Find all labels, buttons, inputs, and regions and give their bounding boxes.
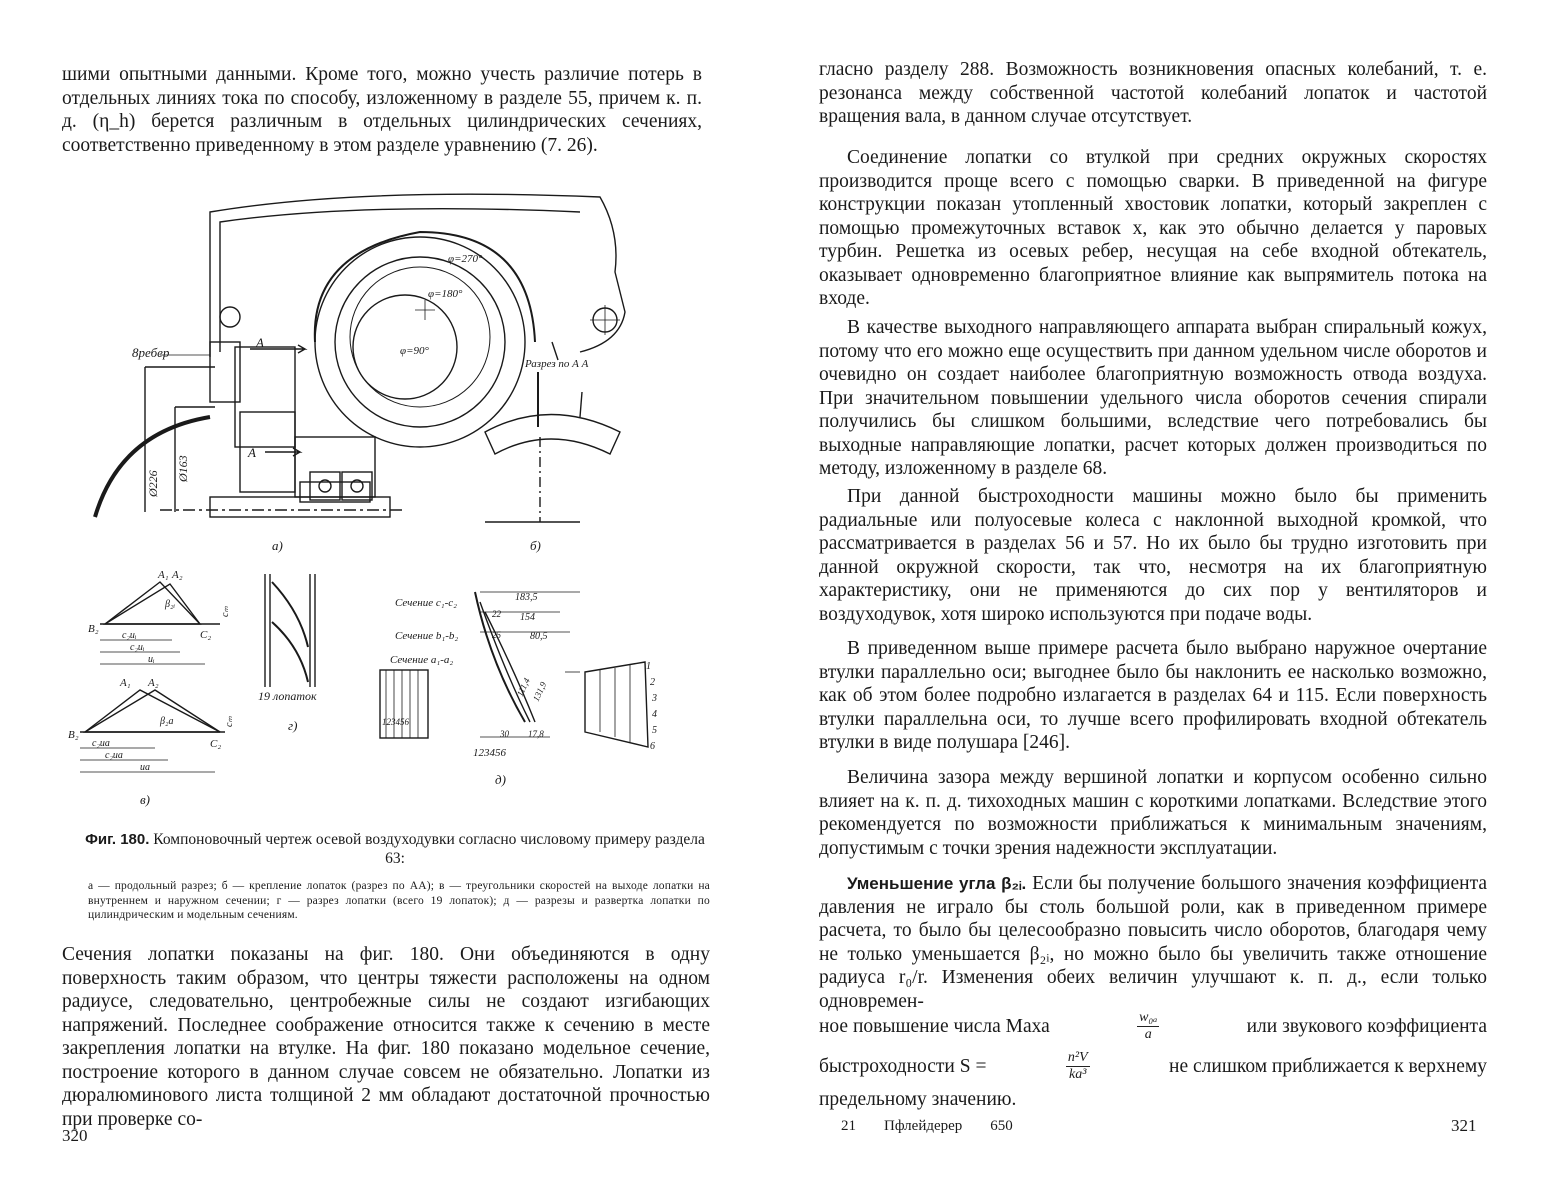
side-num-2: 2	[650, 677, 655, 688]
figure-180	[60, 192, 720, 822]
sub-label-v: в)	[140, 792, 150, 807]
tri-bottom-a2: A₂	[148, 677, 159, 689]
speed-fraction-num: n²V	[1067, 1050, 1088, 1065]
paragraph-7-text: Если бы получение большого значения коэффициента давления не играло бы столь большой роли, как в приведенном примере расчета, то было бы целесообразно повысить число оборотов, благодаря чему не только уменьшается β₂ᵢ, но можно было бы увеличить также отношение радиуса r₀/r. Изменения обеих величин улучшают к. п. д., если только одновремен-	[819, 873, 1487, 1012]
body-paragraph-left: Сечения лопатки показаны на фиг. 180. Они объединяются в одну поверхность таким образом, что центры тяжести расположены на одном радиусе, следовательно, центробежные силы не создают изгибающих напряжений. Последнее соображение относится также к сечению в месте закрепления лопатки на втулке. На фиг. 180 показано модельное сечение, построение которого в данном случае совсем не обязательно. Лопатки из дюралюминового листа толщиной 2 мм обладают достаточной прочностью при проверке со-	[62, 944, 710, 1130]
blade-section-drawing	[265, 574, 315, 687]
figure-caption	[80, 830, 710, 868]
dim-111-4: 111,4	[514, 676, 532, 698]
side-num-5: 5	[652, 725, 657, 736]
tri-bottom-b2: B₂	[68, 729, 79, 741]
footer-code: 650	[990, 1118, 1013, 1134]
footer-sheet: 21	[841, 1118, 856, 1134]
sub-label-g: г)	[288, 718, 298, 733]
side-num-3: 3	[652, 693, 657, 704]
side-num-4: 4	[652, 709, 657, 720]
side-num-6: 6	[650, 741, 655, 752]
phi-270-label: φ=270°	[448, 253, 483, 265]
section-aa-label: Разрез по А А	[525, 358, 589, 370]
dim-17-8: 17,8	[528, 729, 544, 739]
dia-163-label: Ø163	[176, 455, 190, 482]
tri-top-c2: C₂	[200, 629, 212, 641]
phi-180-label: φ=180°	[428, 288, 463, 300]
tri-top-c2ui: c₂uᵢ	[130, 642, 145, 653]
section-a-label: Сечение a₁-a₂	[390, 654, 454, 666]
tri-top-b2: B₂	[88, 623, 99, 635]
tri-bottom-c2ua: c₂uа	[92, 738, 110, 749]
tri-bottom-a1: A₁	[120, 677, 131, 689]
mach-fraction	[1137, 1010, 1159, 1043]
speed-fraction-den: ka³	[1069, 1067, 1087, 1082]
footer-author: Пфлейдерер	[884, 1118, 963, 1134]
tri-top-u: uᵢ	[148, 654, 155, 665]
left-page	[0, 0, 773, 1182]
paragraph-7-heading: Уменьшение угла β₂ᵢ.	[847, 874, 1027, 893]
tri-bottom-u: uа	[140, 762, 150, 773]
ribs-label: 8ребер	[132, 345, 170, 360]
paragraph-4: При данной быстроходности машины можно было бы применить радиальные или полуосевые колеса с наклонной выходной кромкой, что рассматривается в разделах 56 и 57. Но их было бы трудно изготовить при данной окружной скорости, так что, несмотря на их благоприятную характеристику, они не применяются до сих пор у вентиляторов и воздуходувок, хотя широко используются при подаче воды.	[819, 486, 1487, 625]
paragraph-7	[819, 872, 1487, 1013]
tri-top-cm: cₘ	[220, 606, 231, 617]
sub-label-a: а)	[272, 538, 283, 553]
dim-154: 154	[520, 612, 535, 623]
paragraph-2: Соединение лопатки со втулкой при средних окружных скоростях производится проще всего с помощью сварки. В приведенной на фигуре конструкции показан утопленный хвостовик лопатки, который закреплен с помощью промежуточных вставок x, как это обычно делается у паровых турбин. Решетка из осевых ребер, несущая на себе входной обтекатель, оказывает одновременно благоприятное влияние как выпрямитель потока на входе.	[819, 147, 1487, 309]
mach-fraction-den: a	[1144, 1027, 1152, 1042]
paragraph-8-pre: ное повышение числа Маха	[819, 1015, 1050, 1037]
arrow-a-top-label: A	[256, 335, 264, 350]
dia-226-label: Ø226	[146, 470, 160, 497]
right-page	[773, 0, 1547, 1182]
dim-30: 30	[500, 729, 509, 739]
dim-183-5: 183,5	[515, 592, 538, 603]
tri-bottom-cm: cₘ	[224, 716, 235, 727]
tri-bottom-c2: C₂	[210, 738, 222, 750]
tri-top-a1: A₁	[158, 569, 169, 581]
paragraph-9-post: не слишком приближается к верхнему	[1169, 1055, 1487, 1077]
paragraph-8	[819, 1010, 1487, 1043]
tri-top-a2: A₂	[172, 569, 183, 581]
paragraph-6: Величина зазора между вершиной лопатки и корпусом особенно сильно влияет на к. п. д. тихоходных машин с короткими лопатками. Вследствие этого рекомендуется по возможности приближаться к минимальным значениям, допустимым с точки зрения надежности эксплуатации.	[819, 767, 1487, 859]
paragraph-9-pre: быстроходности S =	[819, 1055, 987, 1077]
tri-top-c2u: c₂uᵢ	[122, 630, 137, 641]
dim-22: 22	[492, 609, 501, 619]
tri-top-beta: β₂ᵢ	[165, 599, 176, 610]
tri-bottom-c2ua2: c₂uа	[105, 750, 123, 761]
blades-count-label: 19 лопаток	[258, 689, 317, 703]
mach-fraction-num: w₀ₐ	[1139, 1010, 1158, 1025]
dim-25: 25	[492, 630, 501, 640]
paragraph-5: В приведенном выше примере расчета было выбрано наружное очертание втулки параллельно оси; выгоднее было бы наклонить ее насколько возможно, как об этом более подробно излагается в разделах 64 и 115. Если поверхность втулки параллельна оси, то лучше всего профилировать входной обтекатель втулки в виде полушара [246].	[819, 638, 1487, 753]
section-c-label: Сечение c₁-c₂	[395, 597, 457, 609]
page-number-right: 321	[1451, 1116, 1477, 1135]
nums-123456-bottom: 123456	[473, 747, 506, 759]
paragraph-1: гласно разделу 288. Возможность возникновения опасных колебаний, т. е. резонанса между собственной частотой колебаний лопаток и частотой вращения вала, в данном случае отсутствует.	[819, 59, 1487, 127]
page-number-left: 320	[62, 1126, 88, 1145]
longitudinal-section-drawing	[95, 194, 625, 517]
arrow-a-bottom-label: A	[248, 445, 256, 460]
paragraph-3: В качестве выходного направляющего аппарата выбран спиральный кожух, потому что его можно еще осуществить при данном удельном числе оборотов и очевидно он создает наиболее благоприятную возможность отвода воздуха. При значительном повышении удельного числа оборотов сечения спирали получились бы слишком большими, вследствие чего потребовались бы выходные направляющие лопатки, расчет которых должен производиться по методу, изложенному в разделе 68.	[819, 317, 1487, 479]
sub-label-b: б)	[530, 538, 541, 553]
footer-signature	[841, 1118, 1041, 1135]
side-num-1: 1	[646, 661, 651, 672]
phi-90-label: φ=90°	[400, 345, 429, 357]
intro-paragraph: шими опытными данными. Кроме того, можно учесть различие потерь в отдельных линиях тока по способу, изложенному в разделе 55, причем к. п. д. (η_h) берется различным в отдельных цилиндрических сечениях, соответственно приведенному в этом разделе уравнению (7. 26).	[62, 64, 702, 156]
nums-123456-left: 123456	[382, 717, 409, 727]
figure-caption-prefix: Фиг. 180.	[85, 831, 150, 848]
dim-80-5: 80,5	[530, 631, 548, 642]
section-b-label: Сечение b₁-b₂	[395, 630, 459, 642]
blade-development-drawing	[380, 592, 648, 747]
tri-bottom-beta: β₂а	[160, 716, 174, 727]
paragraph-9	[819, 1050, 1487, 1083]
sub-label-d: д)	[495, 772, 506, 787]
figure-caption-note: а — продольный разрез; б — крепление лопаток (разрез по АА); в — треугольники скоростей на выходе лопатки на внутреннем и наружном сечении; г — разрез лопатки (всего 19 лопаток); д — разрезы и развертка лопатки по цилиндрическим и модельным сечениям.	[88, 880, 710, 921]
speed-fraction	[1066, 1050, 1090, 1083]
figure-caption-title: Компоновочный чертеж осевой воздуходувки согласно числовому примеру раздела 63:	[153, 831, 705, 867]
paragraph-10: предельному значению.	[819, 1089, 1017, 1110]
dim-131-9: 131,9	[530, 680, 549, 703]
paragraph-8-post: или звукового коэффициента	[1246, 1015, 1487, 1037]
